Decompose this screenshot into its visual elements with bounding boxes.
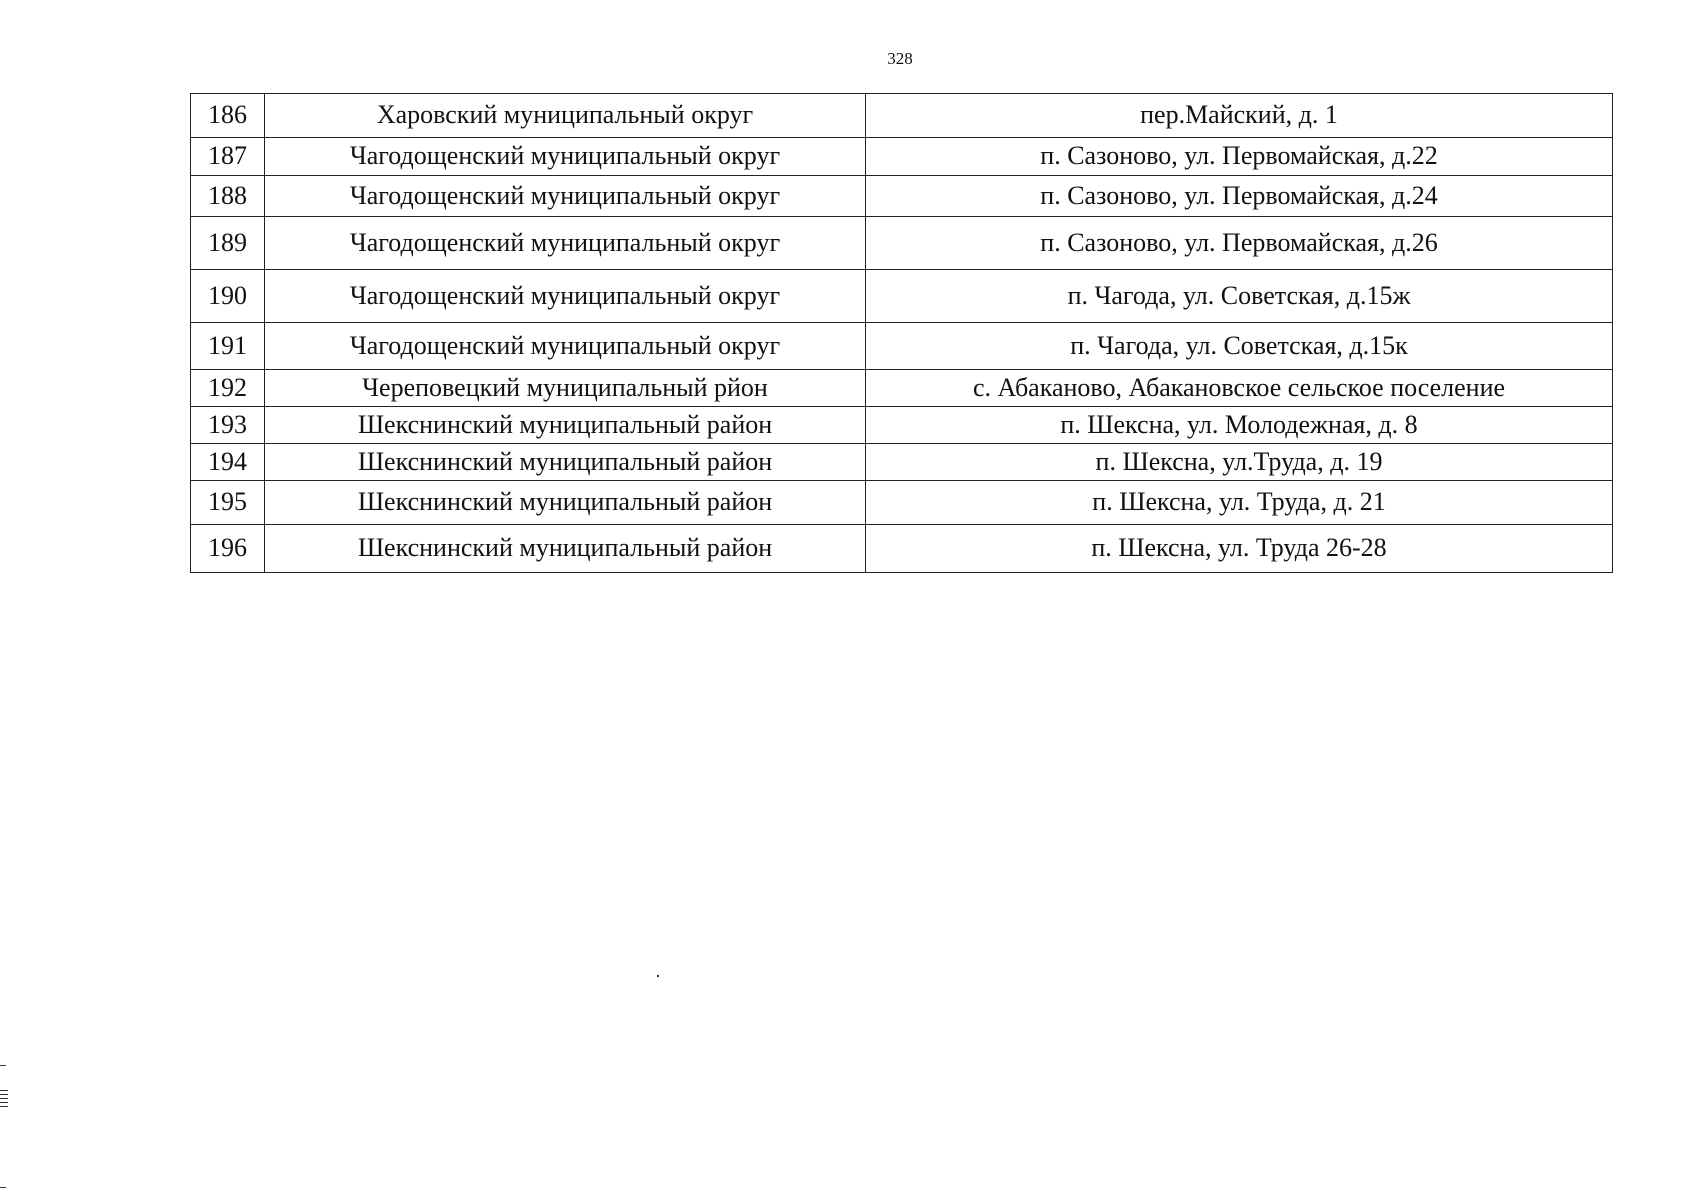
district-cell: Чагодощенский муниципальный округ <box>265 217 866 270</box>
table-row <box>191 323 1613 370</box>
address-cell: п. Сазоново, ул. Первомайская, д.24 <box>866 176 1613 217</box>
row-number-cell: 193 <box>191 407 265 444</box>
scan-edge-mark <box>0 1106 8 1107</box>
table-row <box>191 217 1613 270</box>
row-number-cell: 196 <box>191 525 265 573</box>
row-number-cell: 186 <box>191 94 265 138</box>
scan-dot <box>657 975 659 977</box>
district-cell: Чагодощенский муниципальный округ <box>265 176 866 217</box>
address-cell: п. Шексна, ул.Труда, д. 19 <box>866 444 1613 481</box>
table-row <box>191 444 1613 481</box>
district-cell: Шекснинский муниципальный район <box>265 525 866 573</box>
table-row <box>191 370 1613 407</box>
scan-edge-mark <box>0 1090 8 1091</box>
district-cell: Шекснинский муниципальный район <box>265 481 866 525</box>
scan-edge-mark <box>0 1187 6 1188</box>
address-cell: п. Шексна, ул. Труда, д. 21 <box>866 481 1613 525</box>
row-number-cell: 189 <box>191 217 265 270</box>
district-cell: Шекснинский муниципальный район <box>265 444 866 481</box>
district-cell: Чагодощенский муниципальный округ <box>265 323 866 370</box>
scan-edge-mark <box>0 1094 8 1095</box>
district-cell: Харовский муниципальный округ <box>265 94 866 138</box>
row-number-cell: 188 <box>191 176 265 217</box>
row-number-cell: 194 <box>191 444 265 481</box>
district-cell: Чагодощенский муниципальный округ <box>265 138 866 176</box>
scan-edge-mark <box>0 1065 6 1066</box>
table-row <box>191 270 1613 323</box>
address-cell: п. Чагода, ул. Советская, д.15ж <box>866 270 1613 323</box>
scan-edge-mark <box>0 1098 8 1099</box>
table-row <box>191 407 1613 444</box>
address-cell: п. Чагода, ул. Советская, д.15к <box>866 323 1613 370</box>
address-cell: с. Абаканово, Абакановское сельское поселение <box>866 370 1613 407</box>
district-cell: Чагодощенский муниципальный округ <box>265 270 866 323</box>
address-cell: п. Сазоново, ул. Первомайская, д.26 <box>866 217 1613 270</box>
row-number-cell: 187 <box>191 138 265 176</box>
address-cell: п. Шексна, ул. Молодежная, д. 8 <box>866 407 1613 444</box>
page-number: 328 <box>887 49 913 68</box>
address-cell: п. Сазоново, ул. Первомайская, д.22 <box>866 138 1613 176</box>
row-number-cell: 195 <box>191 481 265 525</box>
table-row <box>191 176 1613 217</box>
row-number-cell: 190 <box>191 270 265 323</box>
district-cell: Череповецкий муниципальный рйон <box>265 370 866 407</box>
scan-edge-mark <box>0 1102 8 1103</box>
table-row <box>191 94 1613 138</box>
district-cell: Шекснинский муниципальный район <box>265 407 866 444</box>
address-cell: п. Шексна, ул. Труда 26-28 <box>866 525 1613 573</box>
table-row <box>191 525 1613 573</box>
address-cell: пер.Майский, д. 1 <box>866 94 1613 138</box>
row-number-cell: 192 <box>191 370 265 407</box>
table-row <box>191 481 1613 525</box>
address-table <box>190 93 1613 573</box>
table-row <box>191 138 1613 176</box>
row-number-cell: 191 <box>191 323 265 370</box>
